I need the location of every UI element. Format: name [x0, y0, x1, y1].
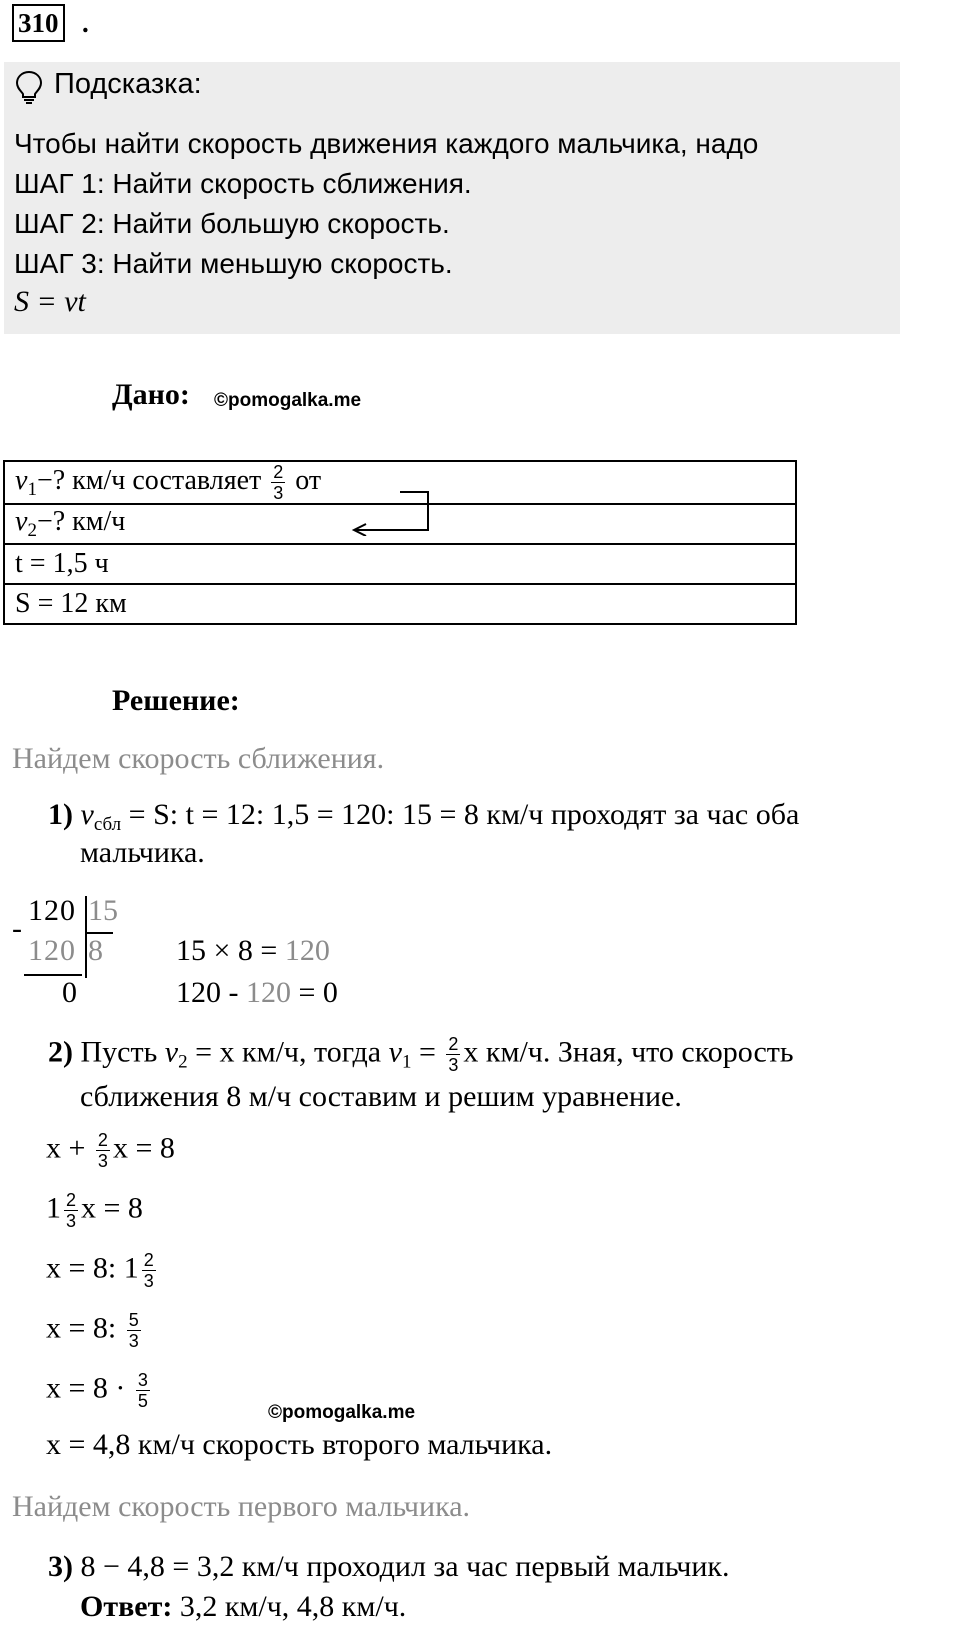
- answer-label: Ответ:: [80, 1590, 173, 1623]
- given-table: [3, 460, 797, 625]
- step-2-continuation: сближения 8 м/ч составим и решим уравнение.: [80, 1080, 682, 1113]
- check-2: 120 - 120 = 0: [176, 976, 338, 1009]
- step-3: [48, 1550, 729, 1584]
- division-underline: [24, 974, 82, 976]
- check-1: 15 × 8 = 120: [176, 934, 330, 967]
- find-first-speed: Найдем скорость первого мальчика.: [12, 1490, 471, 1523]
- hint-line-2: ШАГ 1: Найти скорость сближения.: [14, 168, 472, 199]
- solution-title: Решение:: [112, 684, 240, 717]
- given-title: Дано:: [112, 378, 190, 411]
- task-number-period: .: [82, 8, 89, 38]
- distance-value: S = 12 км: [15, 588, 127, 619]
- division-minus: -: [12, 912, 22, 945]
- time-value: t = 1,5 ч: [15, 548, 109, 579]
- given-row-s: [4, 584, 796, 624]
- fraction: $\frac{2}{3}$: [66, 1190, 77, 1231]
- v2-symbol: v: [15, 506, 28, 537]
- hint-line-4: ШАГ 3: Найти меньшую скорость.: [14, 248, 453, 279]
- equation-2: 1 $\frac{2}{3}$ x = 8: [46, 1190, 143, 1231]
- equation-5: x = 8 · $\frac{3}{5}$: [46, 1370, 148, 1411]
- v2-subscript: 2: [27, 520, 37, 541]
- division-quotient-line: [85, 932, 113, 934]
- equation-6: x = 4,8 км/ч скорость второго мальчика.: [46, 1428, 553, 1461]
- v1-text: −? км/ч составляет: [36, 464, 262, 496]
- step-2: 2) Пусть $v_2 = x$ км/ч, тогда $v_1$ = $\frac{2}{3}$ x км/ч. Зная, что скорость: [48, 1034, 794, 1075]
- step-1-label: 1): [48, 798, 73, 831]
- equation-4: x = 8: $\frac{5}{3}$: [46, 1310, 139, 1351]
- hint-line-3: ШАГ 2: Найти большую скорость.: [14, 208, 450, 239]
- step-3-text: 8 − 4,8 = 3,2 км/ч проходил за час первый мальчик.: [73, 1550, 730, 1583]
- fraction: $\frac{5}{3}$: [128, 1310, 139, 1351]
- equation-1: x + $\frac{2}{3}$ x = 8: [46, 1130, 175, 1171]
- step-1-expression: = S: t = 12: 1,5 = 120: 15 = 8 км/ч проходят за час оба: [121, 798, 800, 831]
- v1-subscript: 1: [27, 478, 37, 500]
- fraction: $\frac{2}{3}$: [143, 1250, 154, 1291]
- task-number: 310: [12, 4, 65, 42]
- watermark: ©pomogalka.me: [268, 1402, 416, 1423]
- division-divisor: 15: [88, 894, 118, 927]
- given-row-t: [4, 544, 796, 584]
- v1-symbol: v: [15, 464, 28, 496]
- step-2-label: 2): [48, 1035, 73, 1069]
- division-product: 120: [28, 934, 76, 967]
- watermark: ©pomogalka.me: [214, 390, 362, 411]
- step-3-label: 3): [48, 1550, 73, 1583]
- fraction: $\frac{2}{3}$: [273, 462, 284, 503]
- relation-arrow-icon: [350, 486, 430, 536]
- v-approach-symbol: v: [80, 798, 94, 831]
- fraction: $\frac{2}{3}$: [448, 1034, 459, 1075]
- fraction: $\frac{3}{5}$: [137, 1370, 148, 1411]
- equation-3: x = 8: 1 $\frac{2}{3}$: [46, 1250, 154, 1291]
- fraction: $\frac{2}{3}$: [97, 1130, 108, 1171]
- v1-tail: от: [295, 464, 322, 496]
- step-1: [48, 798, 799, 836]
- hint-formula: S = vt: [14, 285, 86, 318]
- division-quotient: 8: [88, 934, 103, 967]
- division-dividend: 120: [28, 894, 76, 927]
- division-remainder: 0: [62, 976, 77, 1009]
- step-1-continuation: мальчика.: [80, 836, 205, 869]
- hint-title: Подсказка:: [54, 68, 202, 100]
- answer-text: 3,2 км/ч, 4,8 км/ч.: [172, 1590, 407, 1623]
- v-approach-subscript: сбл: [93, 814, 122, 835]
- lightbulb-icon: [14, 70, 44, 109]
- division-vertical-line: [85, 896, 87, 978]
- answer: [80, 1590, 406, 1624]
- find-approach-speed: Найдем скорость сближения.: [12, 742, 385, 775]
- v2-text: −? км/ч: [36, 506, 126, 537]
- hint-line-1: Чтобы найти скорость движения каждого мальчика, надо: [14, 128, 759, 159]
